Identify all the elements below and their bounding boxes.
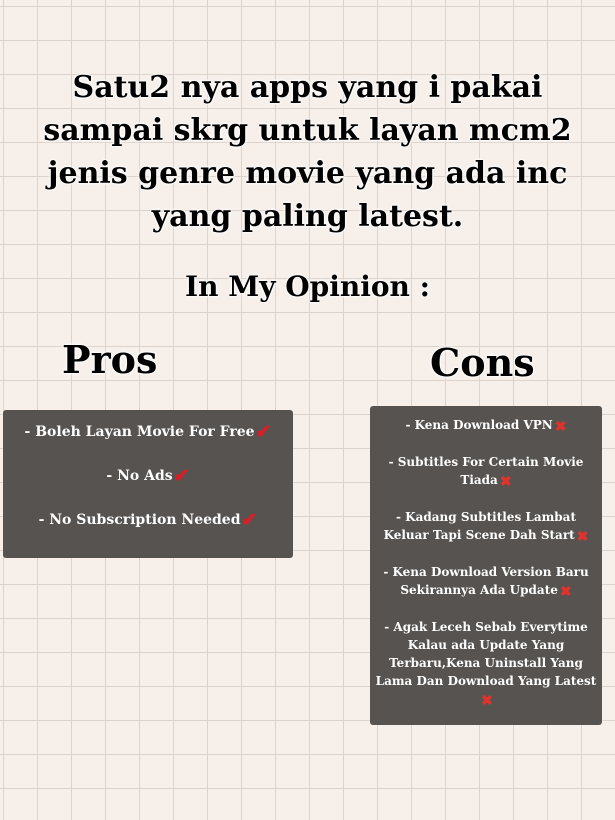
pros-item [3, 423, 293, 441]
check-mark-icon: ✔ [255, 421, 272, 443]
headline [40, 66, 575, 238]
check-mark-icon: ✔ [173, 465, 190, 487]
pros-list [3, 410, 293, 529]
cons-item-text: - Subtitles For Certain Movie Tiada [388, 455, 584, 487]
headline-line: yang paling latest. [151, 199, 464, 234]
opinion-heading: In My Opinion : [185, 270, 430, 303]
cross-mark-icon: ✖ [499, 474, 512, 490]
cons-item [374, 508, 598, 546]
pros-item-text: - No Subscription Needed [38, 512, 241, 528]
cross-mark-icon: ✖ [481, 693, 493, 709]
cons-item [374, 416, 598, 436]
cons-item [374, 453, 598, 491]
pros-item-text: - No Ads [106, 468, 173, 484]
cons-item-text: - Kena Download VPN [405, 418, 553, 432]
cons-item [374, 618, 598, 710]
cons-item-text: - Agak Leceh Sebab Everytime Kalau ada Update Yang Terbaru,Kena Uninstall Yang Lama Dan Download Yang Latest [375, 620, 597, 688]
cons-item-text: - Kena Download Version Baru Sekirannya Ada Update [383, 565, 589, 597]
headline-line: sampai skrg untuk layan mcm2 [43, 113, 572, 148]
pros-box [3, 410, 293, 558]
check-mark-icon: ✔ [241, 509, 258, 531]
cons-box [370, 406, 602, 725]
headline-line: Satu2 nya apps yang i pakai [72, 70, 543, 105]
cross-mark-icon: ✖ [576, 529, 589, 545]
cons-item [374, 563, 598, 601]
pros-title: Pros [62, 337, 158, 382]
pros-item [3, 511, 293, 529]
cons-list [370, 406, 602, 710]
cons-title: Cons [430, 340, 535, 385]
cross-mark-icon: ✖ [554, 419, 567, 435]
cross-mark-icon: ✖ [559, 584, 572, 600]
cons-item-text: - Kadang Subtitles Lambat Keluar Tapi Scene Dah Start [383, 510, 576, 542]
headline-line: jenis genre movie yang ada inc [47, 156, 568, 191]
pros-item [3, 467, 293, 485]
pros-item-text: - Boleh Layan Movie For Free [24, 424, 255, 440]
